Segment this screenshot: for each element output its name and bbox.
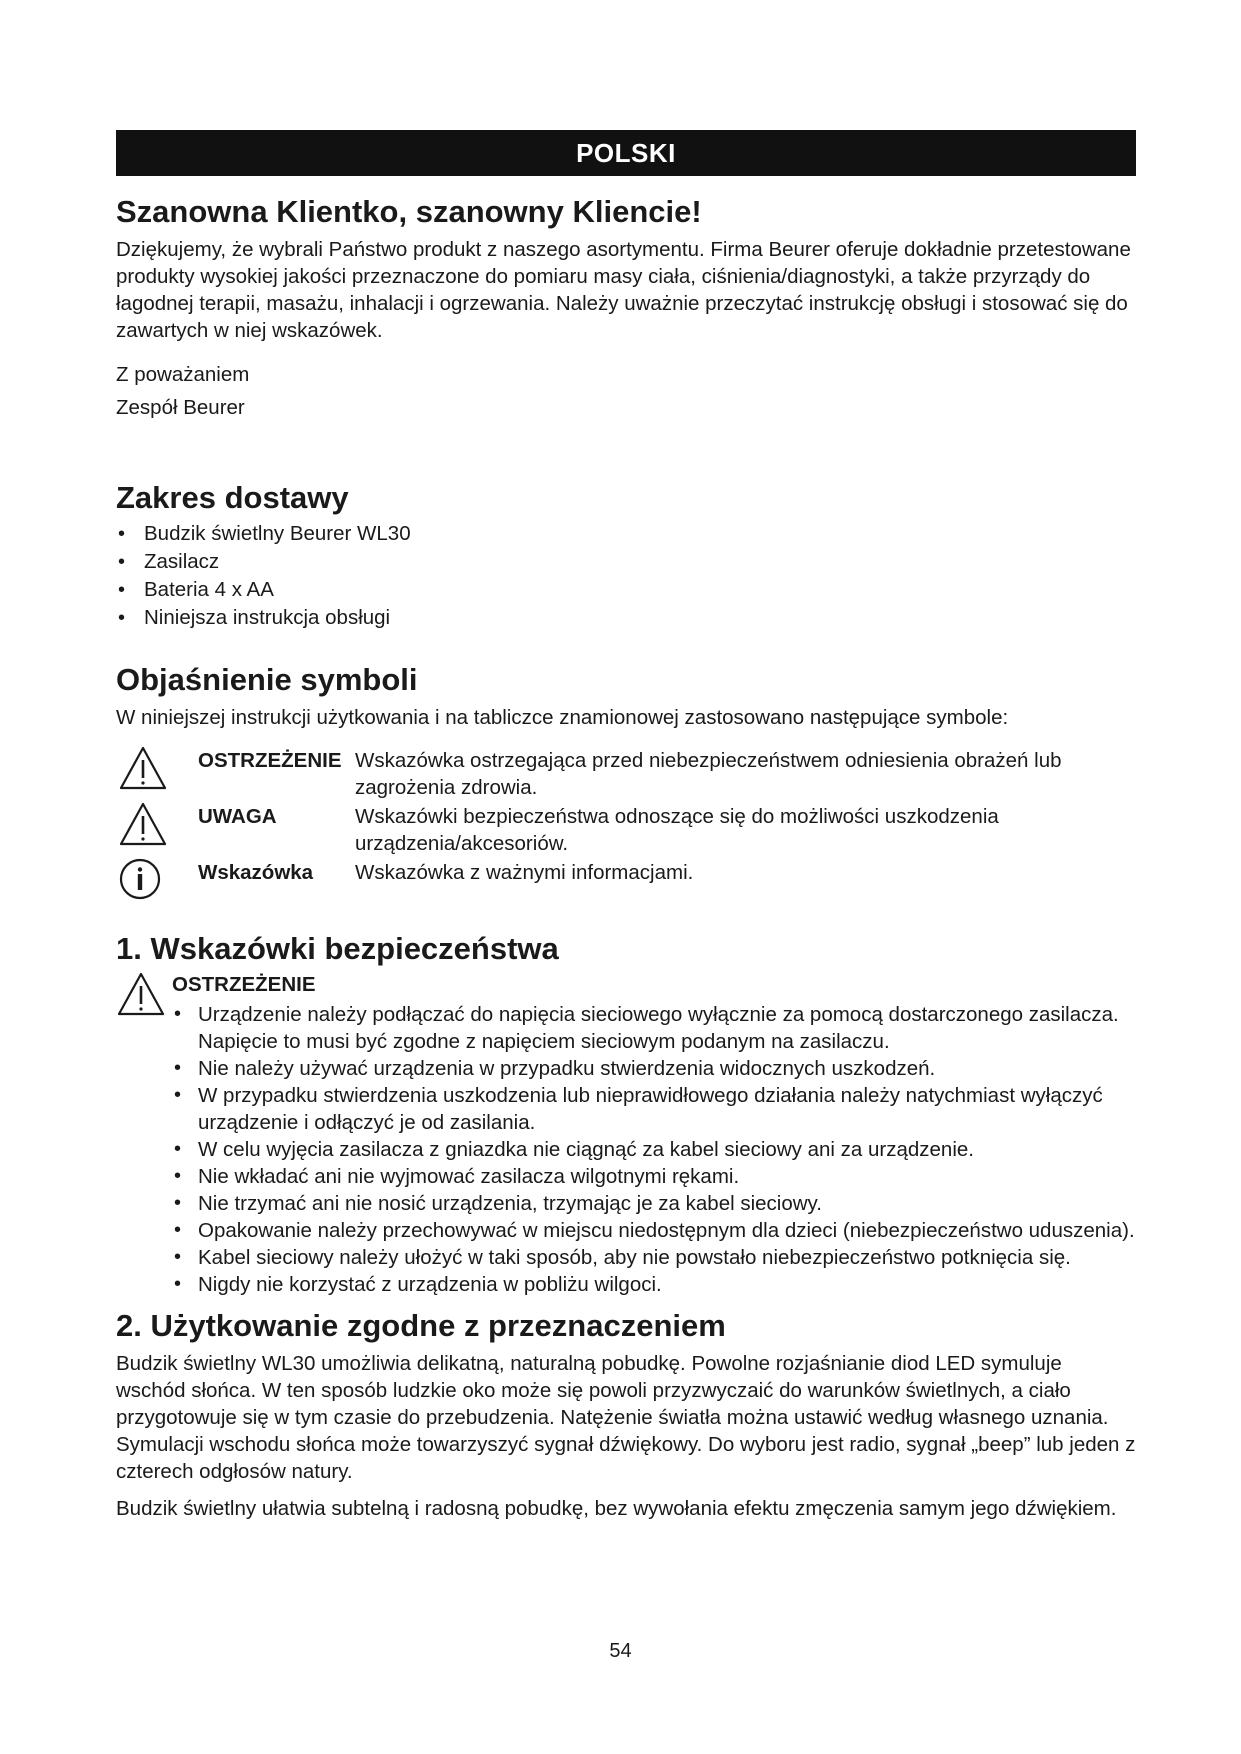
symbols-heading: Objaśnienie symboli (116, 662, 418, 697)
symbol-row-info (116, 857, 1136, 897)
language-banner (116, 130, 1136, 176)
symbols-table (116, 745, 1136, 897)
language-label: POLSKI (576, 137, 676, 168)
symbol-description: Wskazówka ostrzegająca przed niebezpieczeństwem odniesienia obrażeń lub zagrożenia zdrowia. (355, 749, 1062, 799)
regards-block (116, 358, 1136, 424)
greeting-heading: Szanowna Klientko, szanowny Kliencie! (116, 194, 702, 229)
list-item: • Zasilacz (116, 548, 1136, 576)
warning-triangle-icon (116, 801, 198, 847)
list-item: • Opakowanie należy przechowywać w miejscu niedostępnym dla dzieci (niebezpieczeństwo uduszenia). (172, 1217, 1136, 1244)
symbol-row-warning (116, 745, 1136, 801)
safety-list (172, 1001, 1136, 1298)
usage-paragraph: Budzik świetlny WL30 umożliwia delikatną, naturalną pobudkę. Powolne rozjaśnianie diod LED symuluje wschód słońca. W ten sposób ludzkie oko może się powoli przyzwyczaić do warunków świetlnych, a ciało przygotowuje się w tym czasie do przebudzenia. Natężenie światła można ustawić według własnego uznania. Symulacji wschodu słońca może towarzyszyć sygnał dźwiękowy. Do wyboru jest radio, sygnał „beep” lub jeden z czterech odgłosów natury. (116, 1352, 1136, 1483)
list-item: • Urządzenie należy podłączać do napięcia sieciowego wyłącznie za pomocą dostarczonego zasilacza. Napięcie to musi być zgodne z napięciem sieciowym podanym na zasilaczu. (172, 1001, 1136, 1055)
symbol-label: UWAGA (198, 805, 277, 828)
delivery-heading: Zakres dostawy (116, 480, 349, 515)
regards-line: Z poważaniem (116, 363, 250, 386)
symbol-label: Wskazówka (198, 861, 314, 884)
symbol-description: Wskazówka z ważnymi informacjami. (355, 861, 694, 884)
safety-warning-block (116, 971, 1136, 1298)
intro-paragraph: Dziękujemy, że wybrali Państwo produkt z naszego asortymentu. Firma Beurer oferuje dokładnie przetestowane produkty wysokiej jakości przeznaczone do pomiaru masy ciała, ciśnienia/diagnostyki, a także przyrządy do łagodnej terapii, masażu, inhalacji i ogrzewania. Należy uważnie przeczytać instrukcję obsługi i stosować się do zawartych w niej wskazówek. (116, 238, 1131, 342)
warning-triangle-icon (116, 971, 166, 1022)
list-item: • Nie trzymać ani nie nosić urządzenia, trzymając je za kabel sieciowy. (172, 1190, 1136, 1217)
warning-triangle-icon (116, 745, 198, 791)
usage-heading: 2. Użytkowanie zgodne z przeznaczeniem (116, 1308, 726, 1343)
warning-label: OSTRZEŻENIE (172, 973, 316, 996)
list-item: • Budzik świetlny Beurer WL30 (116, 520, 1136, 548)
symbol-row-caution (116, 801, 1136, 857)
list-item: • Niniejsza instrukcja obsługi (116, 604, 1136, 632)
list-item: • W przypadku stwierdzenia uszkodzenia lub nieprawidłowego działania należy natychmiast wyłączyć urządzenie i odłączyć je od zasilania. (172, 1082, 1136, 1136)
list-item: • W celu wyjęcia zasilacza z gniazdka nie ciągnąć za kabel sieciowy ani za urządzenie. (172, 1136, 1136, 1163)
safety-heading: 1. Wskazówki bezpieczeństwa (116, 931, 559, 966)
manual-page (116, 130, 1136, 1522)
usage-paragraph-2: Budzik świetlny ułatwia subtelną i radosną pobudkę, bez wywołania efektu zmęczenia samym jego dźwiękiem. (116, 1497, 1117, 1520)
list-item: • Nigdy nie korzystać z urządzenia w pobliżu wilgoci. (172, 1271, 1136, 1298)
symbol-label: OSTRZEŻENIE (198, 749, 342, 772)
list-item: • Nie należy używać urządzenia w przypadku stwierdzenia widocznych uszkodzeń. (172, 1055, 1136, 1082)
symbol-description: Wskazówki bezpieczeństwa odnoszące się do możliwości uszkodzenia urządzenia/akcesoriów. (355, 805, 999, 855)
symbols-intro: W niniejszej instrukcji użytkowania i na tabliczce znamionowej zastosowano następujące symbole: (116, 706, 1009, 729)
list-item: • Bateria 4 x AA (116, 576, 1136, 604)
delivery-list (116, 520, 1136, 632)
info-circle-icon (116, 857, 198, 901)
list-item: • Nie wkładać ani nie wyjmować zasilacza wilgotnymi rękami. (172, 1163, 1136, 1190)
list-item: • Kabel sieciowy należy ułożyć w taki sposób, aby nie powstało niebezpieczeństwo potknięcia się. (172, 1244, 1136, 1271)
signature-line: Zespół Beurer (116, 396, 245, 419)
page-number: 54 (609, 1640, 632, 1662)
